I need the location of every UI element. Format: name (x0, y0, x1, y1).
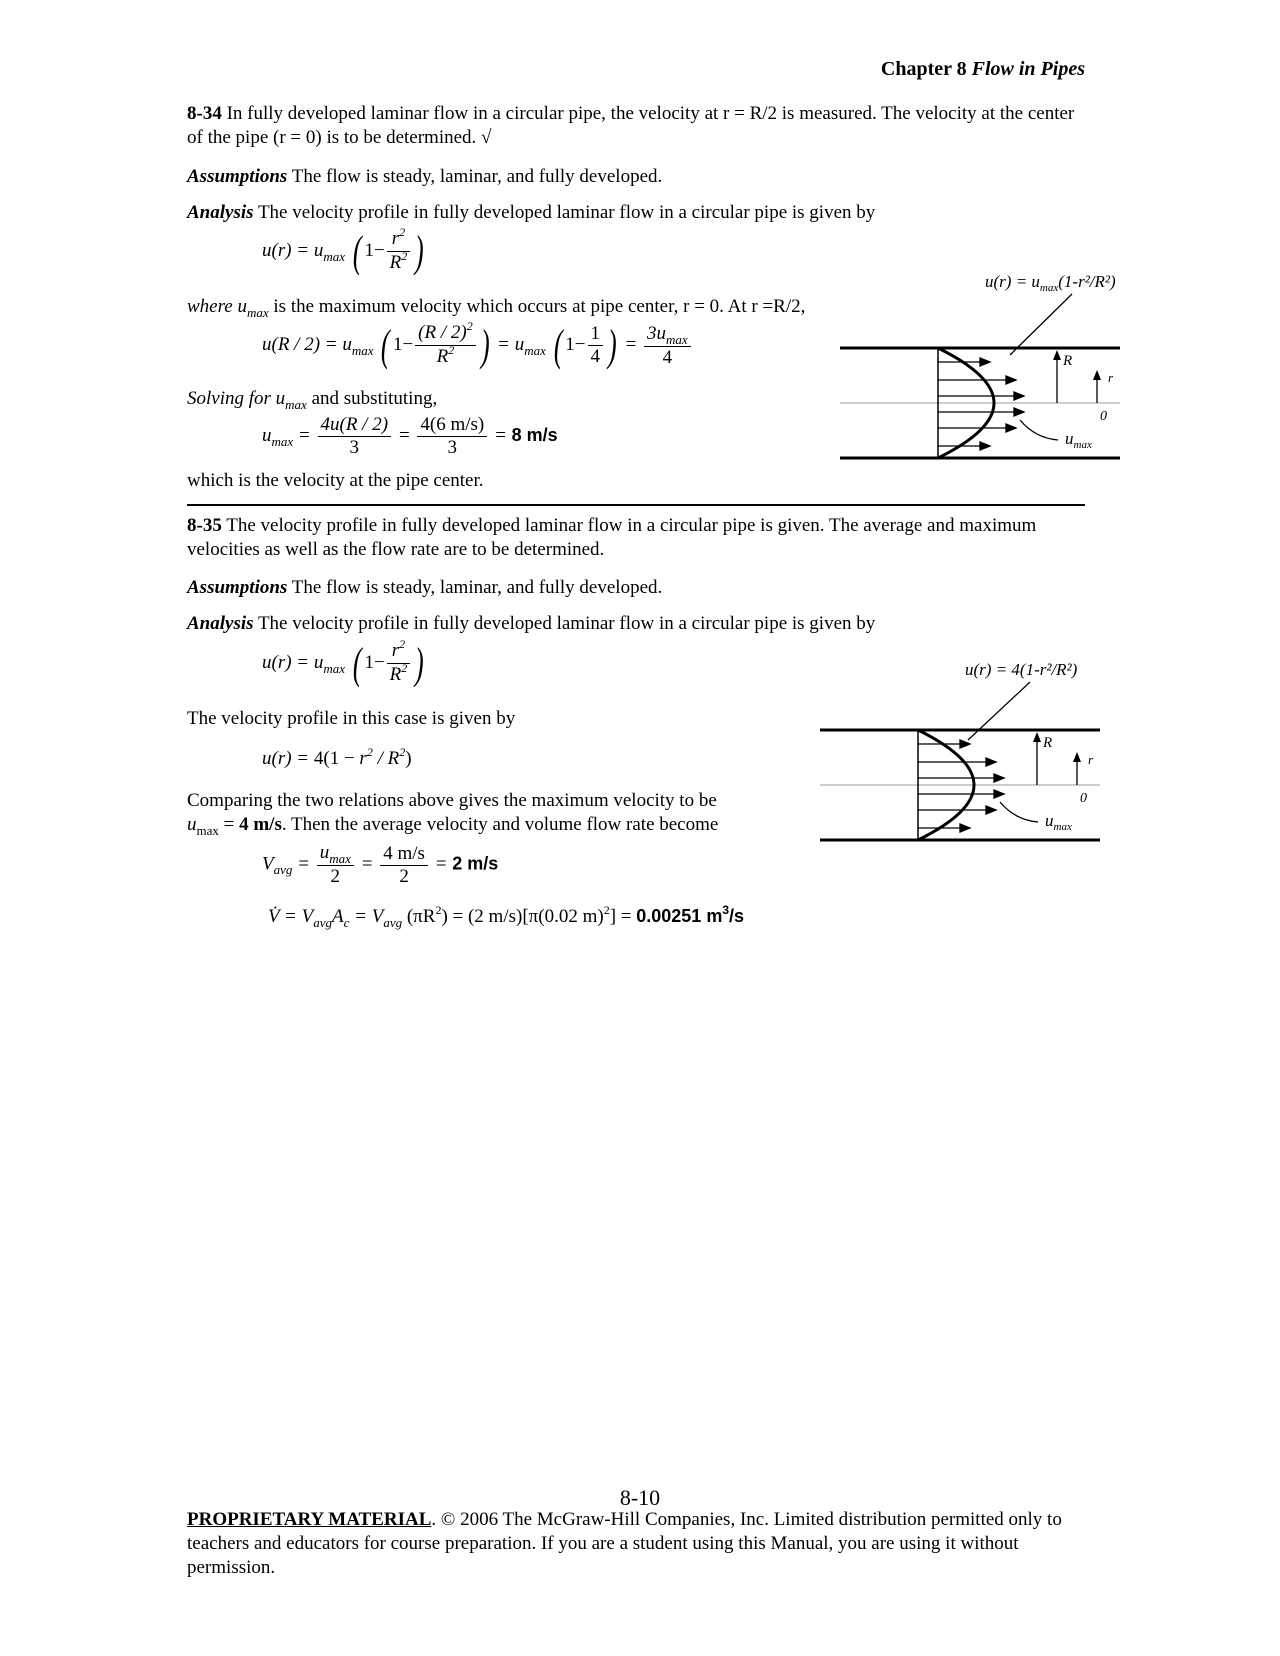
answer-flow-rate: 0.00251 $m^3/s$ (636, 903, 745, 926)
equation-given-profile: $u(r) = 4(1 - r^2 / R^2)$ (262, 745, 412, 769)
problem-8-35-assumptions (187, 576, 1085, 600)
figure-2-label: u(r) = 4(1-r²/R²) (965, 660, 1078, 679)
pipe-figure-1 (820, 270, 1140, 470)
umax-value: 4 m/s (239, 814, 282, 835)
chapter-header (881, 58, 1085, 81)
figure-1-R: R (1063, 353, 1073, 369)
where-text: where u (187, 296, 247, 317)
figure-2-zero: 0 (1080, 791, 1087, 806)
figure-1-zero: 0 (1100, 409, 1107, 424)
assumptions-text-2: The flow is steady, laminar, and fully developed. (291, 577, 663, 598)
problem-number-2: 8-35 (187, 515, 222, 536)
answer-8-34: 8 m/s (511, 424, 558, 445)
analysis-label-2: Analysis (187, 613, 254, 634)
footer-notice (187, 1508, 1087, 1580)
answer-vavg: 2 m/s (452, 853, 499, 874)
analysis-label: Analysis (187, 202, 254, 223)
figure-2-umax: $u_{max}$ (1045, 811, 1072, 833)
figure-1-umax: $u_{max}$ (1065, 429, 1092, 451)
problem-statement: In fully developed laminar flow in a circular pipe, the velocity at r = R/2 is measured. The velocity at the center of the pipe (r = 0) is to be determined. √ (187, 103, 1075, 148)
comparing-text: Comparing the two relations above gives the maximum velocity to be (187, 790, 717, 811)
figure-2-R: R (1043, 735, 1053, 751)
chapter-number: Chapter 8 (880, 58, 967, 80)
problem-8-35-statement (187, 514, 1085, 562)
equation-umax: $u_{max}$ = $\frac{4u(R / 2)}{3}$ = $\frac{4(6 m/s)}{3}$ = 8 m/s (262, 414, 558, 458)
then-text: . Then the average velocity and volume flow rate become (281, 814, 719, 835)
solving-sub: max (285, 397, 307, 412)
problem-number: 8-34 (187, 103, 222, 124)
problem-8-35-analysis (187, 612, 1085, 636)
analysis-text-2: The velocity profile in fully developed laminar flow in a circular pipe is given by (257, 613, 876, 634)
page-number: 8-10 (619, 1485, 661, 1510)
solving-rest: and substituting, (306, 388, 438, 409)
equation-u-half-radius: $u(R / 2) = u_{max}$ ( 1− $\frac{(R / 2)^2}{R^2}$ ) = $u_{max}$ ( 1− $\frac{1}{4}$ ) = $\frac{3u_{max}}{4}$ (262, 322, 693, 369)
problem-statement-2: The velocity profile in fully developed laminar flow in a circular pipe is given. The average and maximum velocities as well as the flow rate are to be determined. (187, 515, 1037, 560)
figure-1-r: r (1108, 370, 1114, 385)
equation-velocity-profile: $u(r) = u_{max}$ ( 1− $\frac{r^2}{R^2}$ ) (262, 225, 425, 276)
where-sub: max (246, 305, 269, 320)
problem-8-34-statement (187, 102, 1085, 150)
where-rest: is the maximum velocity which occurs at pipe center, r = 0. At r =R/2, (268, 296, 806, 317)
problem-8-34-analysis (187, 201, 1085, 225)
equation-flow-rate: V̇ = $V_{avg}A_c = V_{avg}$ $(\pi R^2) = (2$ m/s)[π(0.02 m)$^2$] = 0.00251 $m^3/s$ (268, 903, 745, 930)
solving-text: Solving for u (187, 388, 286, 409)
footer-text: . © 2006 The McGraw-Hill Companies, Inc. Limited distribution permitted only to teachers and educators for course preparation. If you are a student using this Manual, you are using it without permission. (187, 1509, 1062, 1578)
equation-velocity-profile-2: $u(r) = u_{max}$ ( 1− $\frac{r^2}{R^2}$ ) (262, 637, 425, 688)
analysis-text: The velocity profile in fully developed laminar flow in a circular pipe is given by (257, 202, 876, 223)
footer-proprietary: PROPRIETARY MATERIAL (187, 1509, 432, 1530)
assumptions-text: The flow is steady, laminar, and fully developed. (291, 166, 663, 187)
conclusion-sentence: which is the velocity at the pipe center. (187, 470, 484, 491)
pipe-figure-2 (800, 652, 1120, 852)
profile-sentence: The velocity profile in this case is given by (187, 708, 516, 729)
figure-2-r: r (1088, 752, 1094, 767)
figure-1-label: $u(r) = u_{max}(1-r^2/R^2)$ (985, 272, 1116, 294)
chapter-title: Flow in Pipes (971, 58, 1085, 80)
assumptions-label-2: Assumptions (187, 577, 288, 598)
assumptions-label: Assumptions (187, 166, 288, 187)
equation-vavg: $V_{avg}$ = $\frac{u_{max}}{2}$ = $\frac{4 m/s}{2}$ = 2 m/s (262, 842, 499, 887)
problem-8-34-assumptions (187, 165, 1085, 189)
comparing-sentence: Comparing the two relations above gives the maximum velocity to be $u_{max} = 4$ m/s. Then the average velocity and volume flow rate become (187, 790, 719, 838)
section-divider (187, 504, 1085, 506)
